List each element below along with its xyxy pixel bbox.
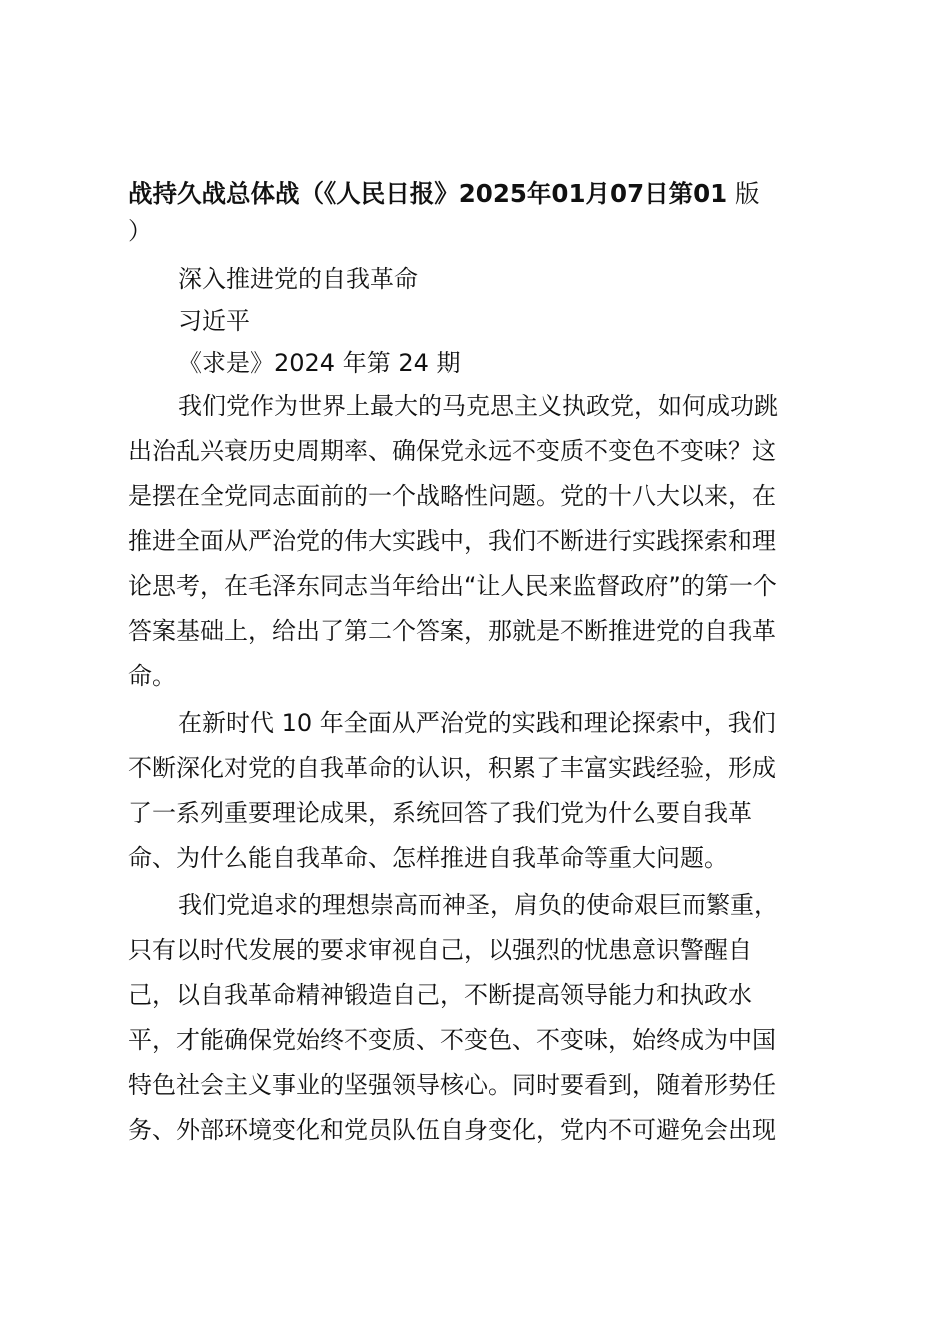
text-line: 了一系列重要理论成果，系统回答了我们党为什么要自我革 <box>128 799 752 827</box>
text-line: 特色社会主义事业的坚强领导核心。同时要看到，随着形势任 <box>128 1071 776 1099</box>
text-line: 答案基础上，给出了第二个答案，那就是不断推进党的自我革 <box>128 617 776 645</box>
paragraph-1 <box>128 384 822 699</box>
title-bold-text: 战持久战总体战（《人民日报》2025年01月07日第01 <box>128 179 728 208</box>
text-line: 只有以时代发展的要求审视自己，以强烈的忧患意识警醒自 <box>128 936 752 964</box>
document-page <box>128 172 822 1155</box>
text-line: 平，才能确保党始终不变质、不变色、不变味，始终成为中国 <box>128 1026 776 1054</box>
text-line: 我们党作为世界上最大的马克思主义执政党，如何成功跳 <box>178 392 778 420</box>
document-title <box>128 172 822 216</box>
text-line: 推进全面从严治党的伟大实践中，我们不断进行实践探索和理 <box>128 527 776 555</box>
text-line: 务、外部环境变化和党员队伍自身变化，党内不可避免会出现 <box>128 1116 776 1144</box>
text-line: 论思考，在毛泽东同志当年给出“让人民来监督政府”的第一个 <box>128 572 777 600</box>
article-source: 《求是》2024 年第 24 期 <box>178 349 461 377</box>
text-line: 在新时代 10 年全面从严治党的实践和理论探索中，我们 <box>178 709 776 737</box>
title-tail: ） <box>128 217 152 245</box>
paragraph-3 <box>128 883 822 1153</box>
article-headline: 深入推进党的自我革命 <box>178 265 418 293</box>
text-line: 不断深化对党的自我革命的认识，积累了丰富实践经验，形成 <box>128 754 776 782</box>
text-line: 出治乱兴衰历史周期率、确保党永远不变质不变色不变味？这 <box>128 437 776 465</box>
title-light-text: 版 <box>727 179 760 208</box>
text-line: 我们党追求的理想崇高而神圣，肩负的使命艰巨而繁重， <box>178 891 778 919</box>
text-line: 是摆在全党同志面前的一个战略性问题。党的十八大以来，在 <box>128 482 776 510</box>
article-author: 习近平 <box>178 307 250 335</box>
text-line: 命、为什么能自我革命、怎样推进自我革命等重大问题。 <box>128 844 728 872</box>
text-line: 己，以自我革命精神锻造自己，不断提高领导能力和执政水 <box>128 981 752 1009</box>
text-line: 命。 <box>128 662 176 690</box>
paragraph-2 <box>128 701 822 881</box>
